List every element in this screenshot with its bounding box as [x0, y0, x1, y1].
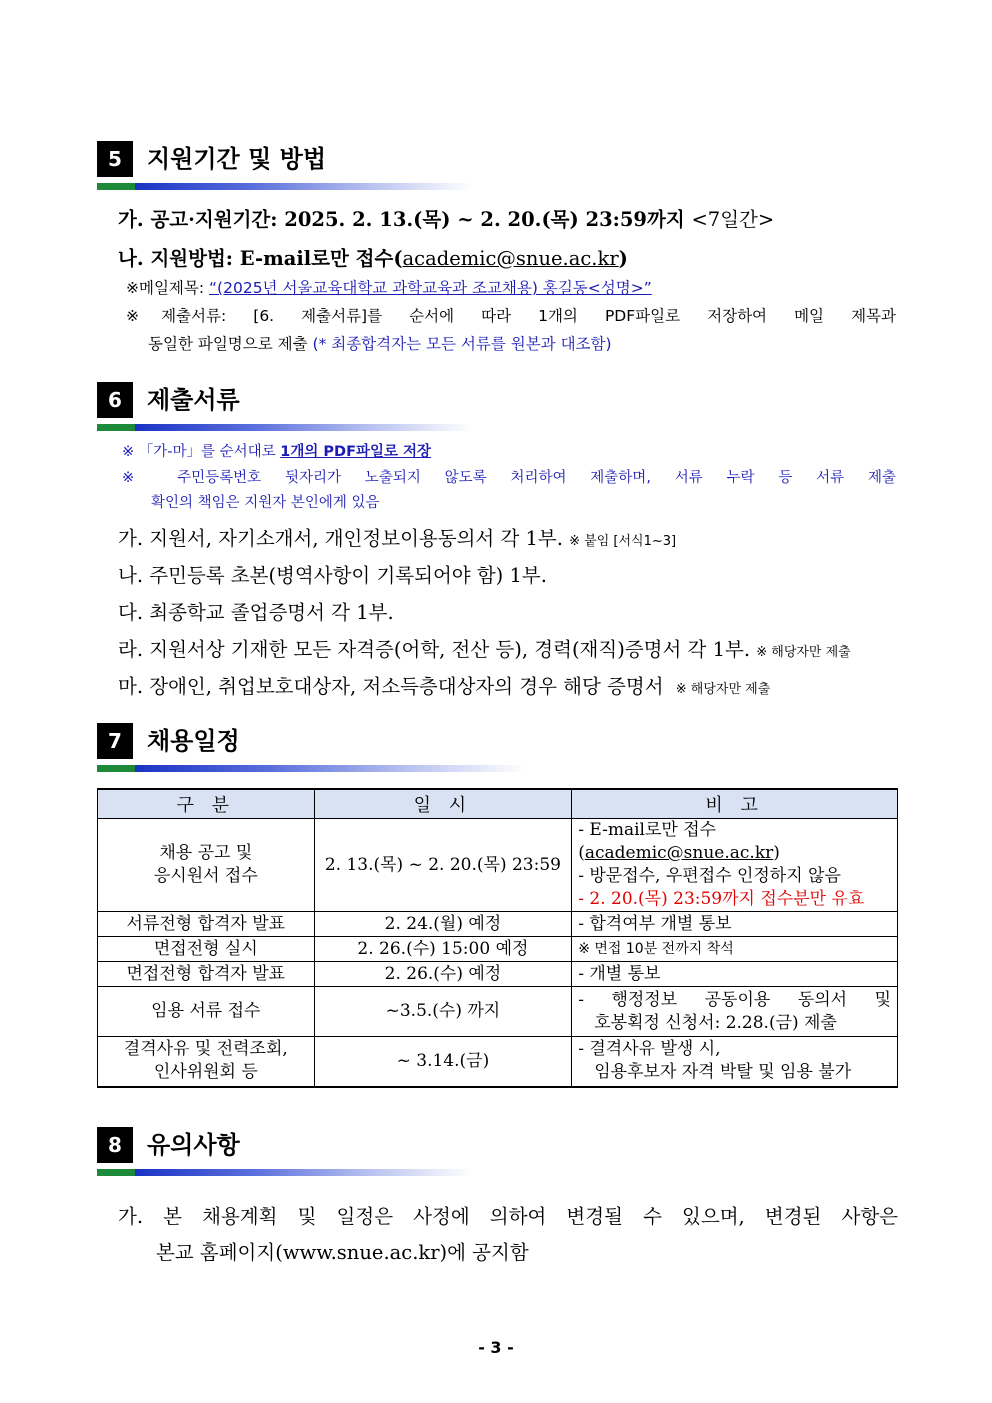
method-value: E-mail로만 접수( — [239, 247, 403, 270]
date-cell: 2. 13.(목) ~ 2. 20.(목) 23:59 — [314, 819, 572, 912]
notice-line1: 가. 본 채용계획 및 일정은 사정에 의하여 변경될 수 있으며, 변경된 사항은 — [118, 1205, 898, 1228]
remark-cell: - 합격여부 개별 통보 — [572, 912, 898, 937]
mail-subject-note: ※메일제목: “(2025년 서울교육대학교 과학교육과 조교채용) 홍길동<성명>” — [126, 279, 652, 297]
table-row — [98, 937, 898, 962]
item-marker: 나. — [118, 247, 144, 270]
category-cell: 면접전형 실시 — [98, 937, 315, 962]
remark-cell: - 결격사유 발생 시, 임용후보자 자격 박탈 및 임용 불가 — [572, 1037, 898, 1087]
date-cell: ~ 3.14.(금) — [314, 1037, 572, 1087]
item-marker: 가. — [118, 208, 144, 231]
submission-note-line2: 동일한 파일명으로 제출 (* 최종합격자는 모든 서류를 원본과 대조함) — [148, 335, 612, 353]
section-number-5: 5 — [97, 141, 133, 177]
document-item-4: 라. 지원서상 기재한 모든 자격증(어학, 전산 등), 경력(재직)증명서 각 1부. ※ 해당자만 제출 — [118, 638, 851, 661]
section-underline-bar — [97, 765, 525, 772]
privacy-note-line2: 확인의 책임은 지원자 본인에게 있음 — [151, 495, 380, 511]
remark-cell: - 행정정보 공동이용 동의서 및 호봉획정 신청서: 2.28.(금) 제출 — [572, 987, 898, 1037]
section-6-header — [97, 382, 472, 432]
page-number: - 3 - — [478, 1338, 514, 1357]
column-header: 일 시 — [314, 789, 572, 819]
remark-cell: - 개별 통보 — [572, 962, 898, 987]
date-cell: 2. 26.(수) 15:00 예정 — [314, 937, 572, 962]
section-5-header — [97, 141, 472, 191]
application-period — [118, 204, 774, 232]
period-label: 공고·지원기간: — [150, 208, 278, 231]
period-duration: <7일간> — [691, 208, 775, 231]
column-header: 구 분 — [98, 789, 315, 819]
table-row — [98, 1037, 898, 1087]
document-item-2: 나. 주민등록 초본(병역사항이 기록되어야 함) 1부. — [118, 564, 547, 587]
method-label: 지원방법: — [150, 247, 233, 270]
mail-subject-example: “(2025년 서울교육대학교 과학교육과 조교채용) 홍길동<성명>” — [209, 279, 652, 297]
section-number-8: 8 — [97, 1127, 133, 1163]
table-header-row — [98, 789, 898, 819]
category-cell: 면접전형 합격자 발표 — [98, 962, 315, 987]
table-row — [98, 987, 898, 1037]
section-8-header — [97, 1127, 472, 1177]
section-title-5: 지원기간 및 방법 — [147, 145, 326, 173]
email-link[interactable]: academic@snue.ac.kr — [402, 247, 619, 270]
section-underline-bar — [97, 424, 472, 431]
category-cell: 서류전형 합격자 발표 — [98, 912, 315, 937]
application-method: 나. 지원방법: E-mail로만 접수(academic@snue.ac.kr) — [118, 247, 628, 270]
table-row — [98, 962, 898, 987]
section-number-7: 7 — [97, 723, 133, 759]
section-title-6: 제출서류 — [147, 386, 240, 414]
column-header: 비 고 — [572, 789, 898, 819]
category-cell: 결격사유 및 전력조회, 인사위원회 등 — [98, 1037, 315, 1087]
section-title-8: 유의사항 — [147, 1131, 240, 1159]
category-cell: 임용 서류 접수 — [98, 987, 315, 1037]
category-cell: 채용 공고 및 응시원서 접수 — [98, 819, 315, 912]
date-cell: ~3.5.(수) 까지 — [314, 987, 572, 1037]
section-title-7: 채용일정 — [147, 727, 240, 755]
notice-line2: 본교 홈페이지(www.snue.ac.kr)에 공지함 — [156, 1241, 529, 1264]
remark-cell: - E-mail로만 접수(academic@snue.ac.kr) - 방문접수, 우편접수 인정하지 않음 - 2. 20.(목) 23:59까지 접수분만 유효 — [572, 819, 898, 912]
order-note: ※ 「가-마」를 순서대로 1개의 PDF파일로 저장 — [122, 444, 432, 460]
section-underline-bar — [97, 1169, 472, 1176]
remark-cell: ※ 면접 10분 전까지 착석 — [572, 937, 898, 962]
schedule-table — [97, 788, 898, 1088]
submission-note-line1: ※제출서류: [6. 제출서류]를 순서에 따라 1개의 PDF파일로 저장하여 메일 제목과 — [126, 307, 896, 325]
period-value: 2025. 2. 13.(목) ~ 2. 20.(목) 23:59까지 — [284, 208, 685, 231]
table-row — [98, 912, 898, 937]
document-item-5: 마. 장애인, 취업보호대상자, 저소득층대상자의 경우 해당 증명서 ※ 해당자만 제출 — [118, 675, 771, 698]
date-cell: 2. 26.(수) 예정 — [314, 962, 572, 987]
section-number-6: 6 — [97, 382, 133, 418]
document-item-3: 다. 최종학교 졸업증명서 각 1부. — [118, 601, 394, 624]
section-7-header — [97, 723, 525, 773]
email-link[interactable]: academic@snue.ac.kr — [584, 843, 774, 863]
date-cell: 2. 24.(월) 예정 — [314, 912, 572, 937]
section-underline-bar — [97, 183, 472, 190]
privacy-note-line1: ※ 주민등록번호 뒷자리가 노출되지 않도록 처리하여 제출하며, 서류 누락 등 서류 제출 — [122, 470, 896, 486]
table-row — [98, 819, 898, 912]
document-item-1: 가. 지원서, 자기소개서, 개인정보이용동의서 각 1부. ※ 붙임 [서식1~3] — [118, 527, 677, 550]
